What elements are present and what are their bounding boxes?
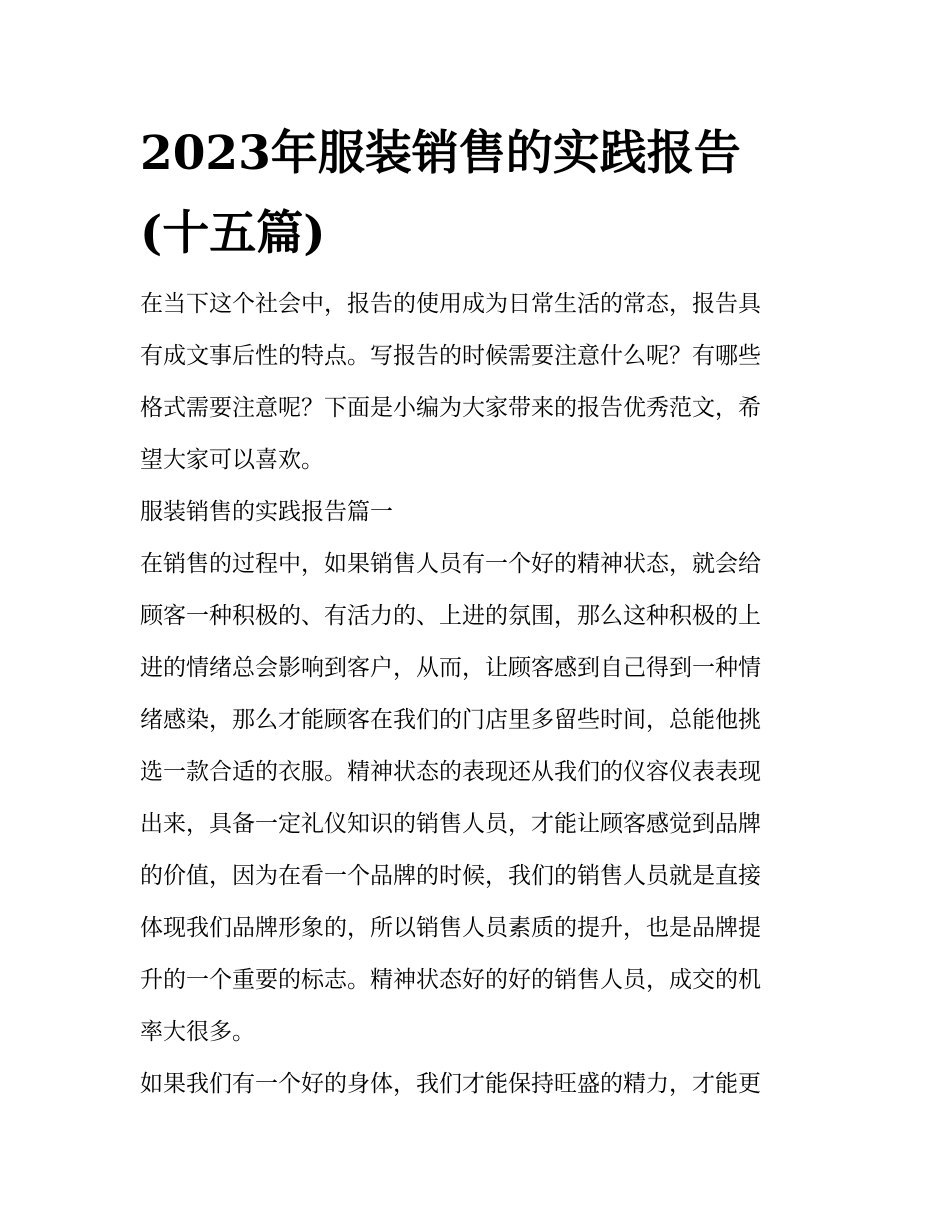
paragraph-1-line: 升的一个重要的标志。精神状态好的好的销售人员，成交的机 xyxy=(140,967,761,993)
paragraph-1-line: 选一款合适的衣服。精神状态的表现还从我们的仪容仪表表现 xyxy=(140,759,761,785)
paragraph-1-line: 绪感染，那么才能顾客在我们的门店里多留些时间，总能他挑 xyxy=(140,707,761,733)
section-heading-text: 服装销售的实践报告篇一 xyxy=(140,499,393,525)
paragraph-1-line: 体现我们品牌形象的，所以销售人员素质的提升，也是品牌提 xyxy=(140,915,761,941)
intro-line: 在当下这个社会中，报告的使用成为日常生活的常态，报告具 xyxy=(140,291,761,317)
document-body xyxy=(140,278,820,1110)
intro-line: 望大家可以喜欢。 xyxy=(140,447,324,473)
paragraph-2-line: 如果我们有一个好的身体，我们才能保持旺盛的精力，才能更 xyxy=(140,1071,761,1097)
paragraph-1-line: 顾客一种积极的、有活力的、上进的氛围，那么这种积极的上 xyxy=(140,603,761,629)
title-line-2: (十五篇) xyxy=(140,206,326,261)
paragraph-2 xyxy=(140,1058,820,1110)
paragraph-1-line: 的价值，因为在看一个品牌的时候，我们的销售人员就是直接 xyxy=(140,863,761,889)
section-heading xyxy=(140,486,820,538)
intro-paragraph xyxy=(140,278,820,486)
intro-line: 有成文事后性的特点。写报告的时候需要注意什么呢？有哪些 xyxy=(140,343,761,369)
paragraph-1-line: 出来，具备一定礼仪知识的销售人员，才能让顾客感觉到品牌 xyxy=(140,811,761,837)
paragraph-1-line: 在销售的过程中，如果销售人员有一个好的精神状态，就会给 xyxy=(140,551,761,577)
paragraph-1 xyxy=(140,538,820,1058)
paragraph-1-line: 率大很多。 xyxy=(140,1019,255,1045)
intro-line: 格式需要注意呢？下面是小编为大家带来的报告优秀范文，希 xyxy=(140,395,761,421)
document-title xyxy=(140,114,820,274)
title-line-1: 2023年服装销售的实践报告 xyxy=(140,126,741,181)
paragraph-1-line: 进的情绪总会影响到客户，从而，让顾客感到自己得到一种情 xyxy=(140,655,761,681)
